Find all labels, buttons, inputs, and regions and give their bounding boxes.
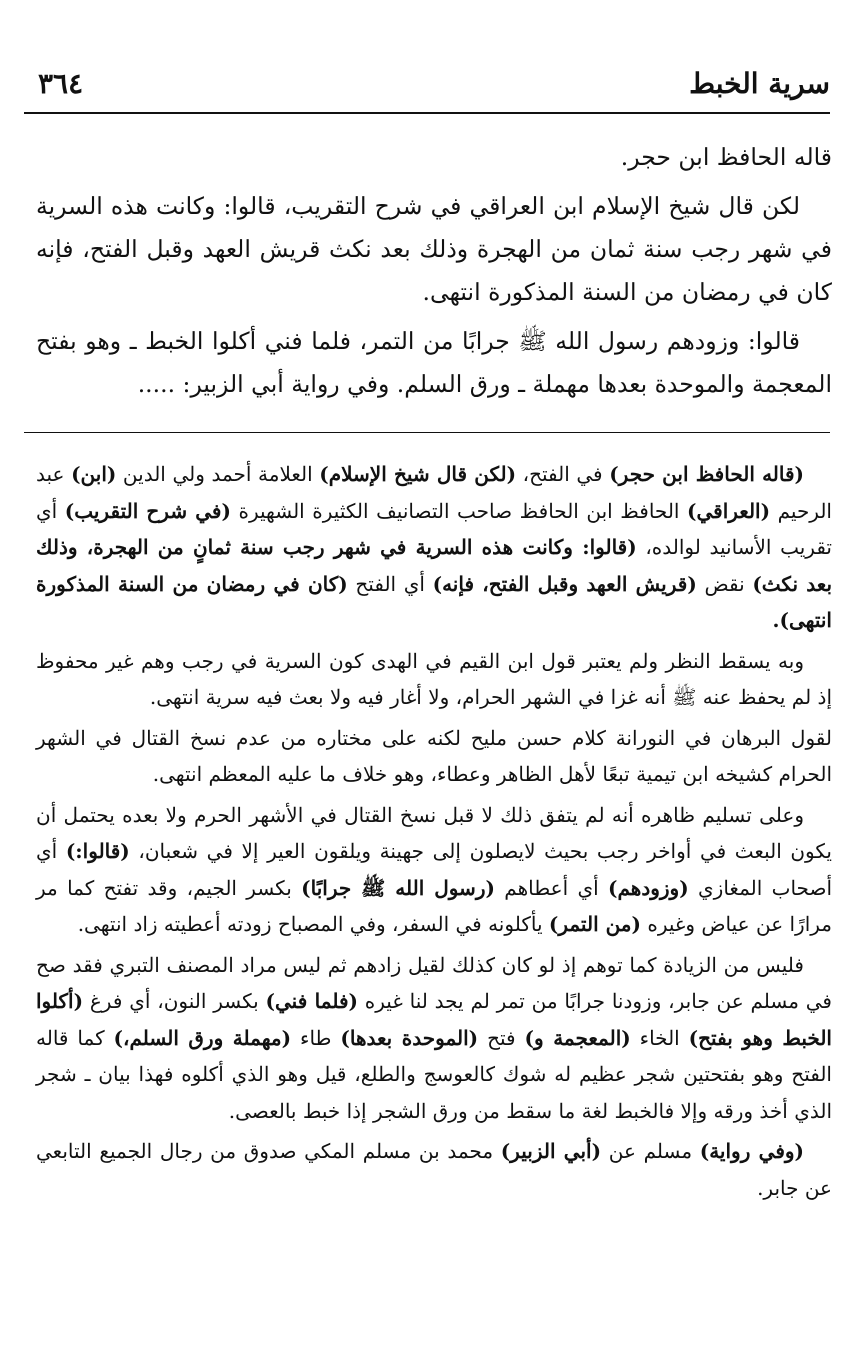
- main-paragraph-3: قالوا: وزودهم رسول الله ﷺ جرابًا من التمر، فلما فني أكلوا الخبط ـ وهو بفتح المعجمة والموحدة بعدها مهملة ـ ورق السلم. وفي رواية أبي الزبير: .....: [36, 327, 832, 398]
- text-segment: مسلم عن: [601, 1139, 700, 1163]
- bold-quote-segment: (وفي رواية): [699, 1139, 804, 1163]
- bold-quote-segment: (المعجمة و): [524, 1025, 631, 1050]
- text-segment: الخاء: [630, 1025, 689, 1050]
- bold-quote-segment: (من التمر): [548, 912, 641, 936]
- text-segment: عبد الرحيم: [36, 462, 832, 523]
- bold-quote-segment: (قريش العهد وقبل الفتح، فإنه): [432, 571, 697, 596]
- main-paragraph-2: لكن قال شيخ الإسلام ابن العراقي في شرح التقريب، قالوا: وكانت هذه السرية في شهر رجب سنة ثمان من الهجرة وذلك بعد نكث قريش العهد وقبل الفتح، فإنه كان في رمضان من السنة المذكورة انتهى.: [36, 192, 832, 306]
- bold-quote-segment: (كان في رمضان من السنة المذكورة انتهى).: [36, 571, 832, 632]
- main-text: [36, 136, 832, 406]
- running-title: سرية الخبط: [689, 66, 830, 100]
- text-segment: كما قاله الفتح وهو بفتحتين شجر عظيم له شوك كالعوسج والطلع، قيل وهو الذي أكلوه فهذا بيان ـ شجر الذي أخذ ورقه وإلا فالخبط لغة ما سقط من ورق الشجر إذا خبط بالعصى.: [36, 1025, 832, 1123]
- text-segment: محمد بن مسلم المكي صدوق من رجال الجميع التابعي عن جابر.: [36, 1139, 832, 1200]
- bold-quote-segment: (في شرح التقريب): [64, 498, 231, 523]
- commentary-paragraph-3: لقول البرهان في النورانة كلام حسن مليح لكنه على مختاره من عدم نسخ القتال في الشهر الحرام كشيخه ابن تيمية تبعًا لأهل الظاهر وعطاء، وهو خلاف ما عليه المعظم انتهى.: [36, 725, 832, 786]
- bold-quote-segment: (لكن قال شيخ الإسلام): [319, 462, 517, 486]
- bold-quote-segment: (فلما فني): [265, 989, 358, 1013]
- header-rule: [24, 112, 830, 114]
- bold-quote-segment: (قالوا:): [65, 839, 130, 863]
- bold-quote-segment: (أكلوا الخبط وهو بفتح): [36, 989, 832, 1050]
- text-segment: الحافظ ابن الحافظ صاحب التصانيف الكثيرة الشهيرة: [230, 498, 688, 523]
- commentary-paragraph-6: [36, 1133, 832, 1206]
- commentary-paragraph-2: وبه يسقط النظر ولم يعتبر قول ابن القيم في الهدى كون السرية في رجب وهم غير محفوظ إذ لم يحفظ عنه ﷺ أنه غزا في الشهر الحرام، ولا أغار فيه ولا بعث فيه سرية انتهى.: [36, 648, 832, 709]
- text-segment: أي أعطاهم: [494, 875, 609, 900]
- text-segment: طاء: [291, 1025, 341, 1050]
- main-paragraph-1: قاله الحافظ ابن حجر.: [620, 143, 832, 171]
- bold-quote-segment: (ابن): [71, 462, 117, 486]
- commentary-paragraph-4: [36, 797, 832, 943]
- text-segment: وعلى تسليم ظاهره أنه لم يتفق ذلك لا قبل نسخ القتال في الأشهر الحرم ولا بعده يحتمل أن يكون البعث في أواخر رجب بحيث لايصلون إلى جهينة ويلقون العير إلا في شعبان،: [36, 802, 832, 863]
- bold-quote-segment: (أبي الزبير): [500, 1139, 602, 1163]
- page-number: ٣٦٤: [38, 66, 84, 100]
- text-segment: نقض: [696, 571, 753, 596]
- commentary-paragraph-5: [36, 947, 832, 1130]
- bold-quote-segment: (قاله الحافظ ابن حجر): [609, 462, 805, 486]
- text-segment: فليس من الزيادة كما توهم إذ لو كان كذلك لقيل زادهم ثم ليس مراد المصنف التبري فقد صح في مسلم عن جابر، وزودنا جرابًا من تمر لم يجد لنا غيره: [36, 952, 832, 1013]
- commentary-text: [36, 456, 832, 1336]
- bold-quote-segment: (الموحدة بعدها): [340, 1025, 479, 1050]
- text-segment: أي الفتح: [347, 571, 433, 596]
- bold-quote-segment: (مهملة ورق السلم،): [113, 1025, 292, 1050]
- footnote-divider: [24, 432, 830, 433]
- bold-quote-segment: (العراقي): [687, 498, 771, 523]
- commentary-paragraph-1: [36, 456, 832, 639]
- bold-quote-segment: (قالوا: وكانت هذه السرية في شهر رجب سنة ثمانٍ من الهجرة، وذلك بعد نكث): [36, 535, 833, 596]
- text-segment: أي أصحاب المغازي: [36, 839, 832, 900]
- text-segment: يأكلونه في السفر، وفي المصباح زودته أعطيته زاد انتهى.: [77, 912, 549, 936]
- text-segment: أي تقريب الأسانيد لوالده،: [36, 498, 832, 559]
- text-segment: فتح: [478, 1025, 525, 1050]
- bold-quote-segment: (رسول الله ﷺ جرابًا): [301, 875, 495, 900]
- text-segment: العلامة أحمد ولي الدين: [116, 462, 320, 486]
- text-segment: في الفتح،: [516, 462, 610, 486]
- page-header: [38, 58, 830, 108]
- text-segment: بكسر الجيم، وقد تفتح كما مر مرارًا عن عياض وغيره: [36, 875, 832, 936]
- text-segment: بكسر النون، أي فرغ: [83, 989, 266, 1013]
- bold-quote-segment: (وزودهم): [608, 875, 689, 900]
